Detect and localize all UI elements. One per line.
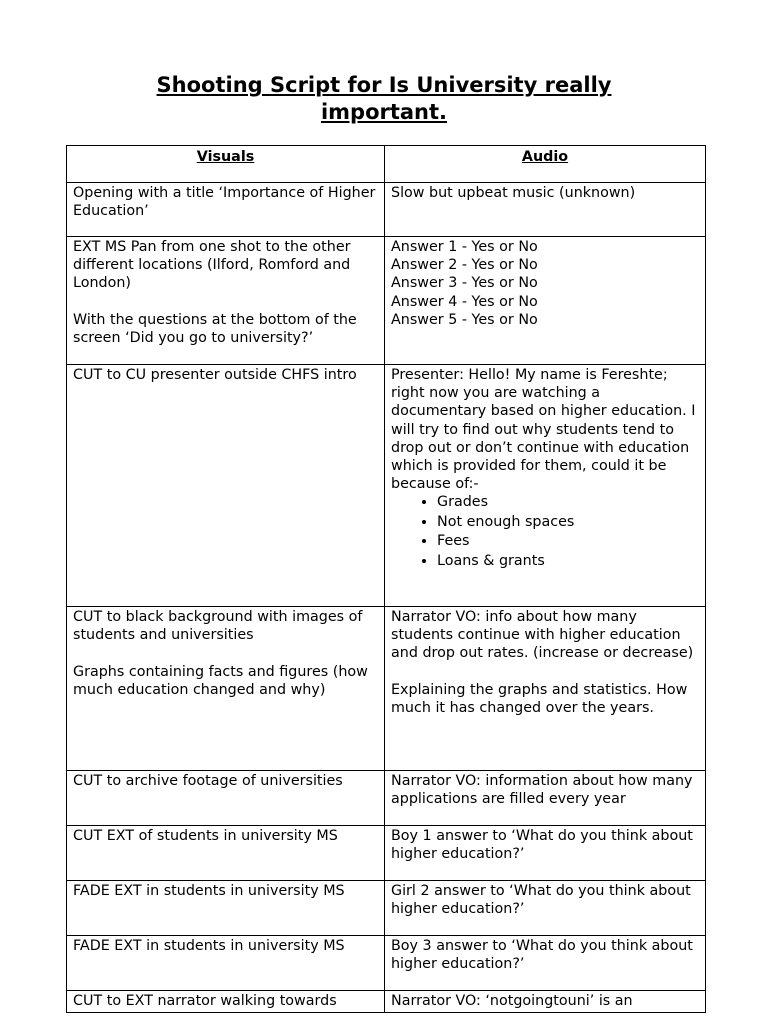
visuals-cell [67,237,385,365]
audio-header: Audio [385,146,706,183]
audio-text: Narrator VO: info about how many students continue with higher education and drop out rates. (increase or decrease) Explaining the graphs and statistics. How much it has changed over the years. [391,609,694,717]
audio-text: Boy 1 answer to ‘What do you think about higher education?’ [391,828,693,863]
title-line-2: important. [320,100,448,124]
visuals-cell [67,365,385,607]
visuals-header: Visuals [67,146,385,183]
audio-text: Girl 2 answer to ‘What do you think about higher education?’ [391,883,691,918]
audio-cell [385,826,706,881]
table-row [67,607,706,771]
table-row [67,183,706,237]
table-row [67,936,706,991]
audio-cell [385,237,706,365]
title-line-1: Shooting Script for Is University really [156,73,612,97]
audio-text: Narrator VO: ‘notgoingtouni’ is an [391,993,633,1009]
audio-cell [385,365,706,607]
visuals-text: FADE EXT in students in university MS [73,883,345,899]
audio-cell [385,183,706,237]
visuals-cell [67,826,385,881]
list-item: • Fees [437,532,699,552]
table-row [67,881,706,936]
list-item: • Not enough spaces [437,513,699,533]
visuals-cell [67,771,385,826]
document-title [0,72,768,126]
audio-cell [385,771,706,826]
visuals-text: CUT to CU presenter outside CHFS intro [73,367,357,383]
visuals-cell [67,881,385,936]
audio-text: Boy 3 answer to ‘What do you think about higher education?’ [391,938,693,973]
table-row [67,771,706,826]
visuals-text: CUT EXT of students in university MS [73,828,338,844]
audio-text: Slow but upbeat music (unknown) [391,185,636,201]
audio-cell [385,991,706,1013]
visuals-text: Opening with a title ‘Importance of Higher Education’ [73,185,376,220]
visuals-text: CUT to archive footage of universities [73,773,343,789]
reasons-list [391,493,699,571]
audio-text: Answer 1 - Yes or No Answer 2 - Yes or No Answer 3 - Yes or No Answer 4 - Yes or No Answer 5 - Yes or No [391,239,538,328]
audio-text: Presenter: Hello! My name is Fereshte; right now you are watching a documentary based on higher education. I will try to find out why students tend to drop out or don’t continue with education which is provided for them, could it be because of:- [391,367,696,493]
table-row [67,991,706,1013]
visuals-cell [67,936,385,991]
visuals-text: EXT MS Pan from one shot to the other different locations (Ilford, Romford and London) With the questions at the bottom of the screen ‘Did you go to university?’ [73,239,357,347]
visuals-cell [67,991,385,1013]
audio-cell [385,607,706,771]
table-row [67,237,706,365]
audio-cell [385,881,706,936]
audio-cell [385,936,706,991]
visuals-text: CUT to black background with images of students and universities Graphs containing facts and figures (how much education changed and why) [73,609,368,698]
visuals-cell [67,607,385,771]
shooting-script-table [66,145,706,1013]
list-item: • Grades [437,493,699,513]
list-item: • Loans & grants [437,552,699,572]
header-row [67,146,706,183]
audio-text: Narrator VO: information about how many applications are filled every year [391,773,693,808]
visuals-text: CUT to EXT narrator walking towards [73,993,337,1009]
table-row [67,826,706,881]
visuals-text: FADE EXT in students in university MS [73,938,345,954]
table-row [67,365,706,607]
visuals-cell [67,183,385,237]
